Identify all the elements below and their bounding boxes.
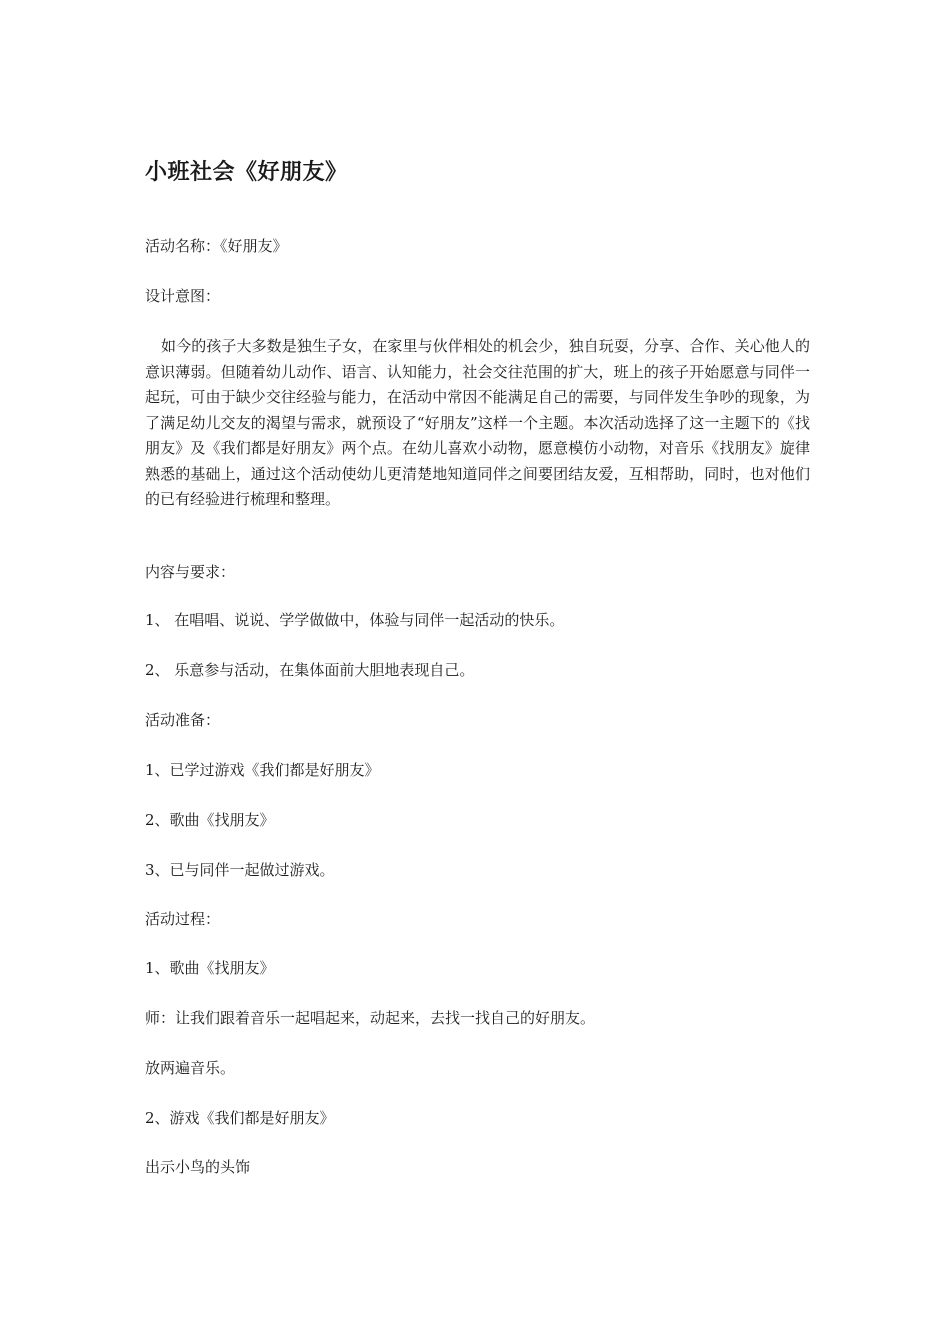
design-intent-heading: 设计意图： <box>145 287 221 305</box>
prep-item: 1、已学过游戏《我们都是好朋友》 <box>145 761 380 779</box>
content-item: 2、 乐意参与活动，在集体面前大胆地表现自己。 <box>145 661 475 679</box>
prep-item: 3、已与同伴一起做过游戏。 <box>145 861 335 879</box>
prep-heading: 活动准备： <box>145 711 221 729</box>
content-item: 1、 在唱唱、说说、学学做做中，体验与同伴一起活动的快乐。 <box>145 611 565 629</box>
content-heading: 内容与要求： <box>145 563 236 581</box>
process-line: 放两遍音乐。 <box>145 1059 236 1077</box>
prep-item: 2、歌曲《找朋友》 <box>145 811 275 829</box>
process-line: 出示小鸟的头饰 <box>145 1158 251 1176</box>
document-title: 小班社会《好朋友》 <box>145 160 348 185</box>
process-line: 1、歌曲《找朋友》 <box>145 959 275 977</box>
activity-name: 活动名称：《好朋友》 <box>145 237 288 255</box>
process-line: 师：让我们跟着音乐一起唱起来，动起来，去找一找自己的好朋友。 <box>145 1009 596 1027</box>
process-line: 2、游戏《我们都是好朋友》 <box>145 1109 335 1127</box>
process-heading: 活动过程： <box>145 910 221 928</box>
design-intent-paragraph: 如今的孩子大多数是独生子女，在家里与伙伴相处的机会少，独自玩耍，分享、合作、关心他人的意识薄弱。但随着幼儿动作、语言、认知能力，社会交往范围的扩大，班上的孩子开始愿意与同伴一起玩，可由于缺少交往经验与能力，在活动中常因不能满足自己的需要，与同伴发生争吵的现象，为了满足幼儿交友的渴望与需求，就预设了“好朋友”这样一个主题。本次活动选择了这一主题下的《找朋友》及《我们都是好朋友》两个点。在幼儿喜欢小动物，愿意模仿小动物，对音乐《找朋友》旋律熟悉的基础上，通过这个活动使幼儿更清楚地知道同伴之间要团结友爱，互相帮助，同时，也对他们的已有经验进行梳理和整理。 <box>145 337 810 508</box>
